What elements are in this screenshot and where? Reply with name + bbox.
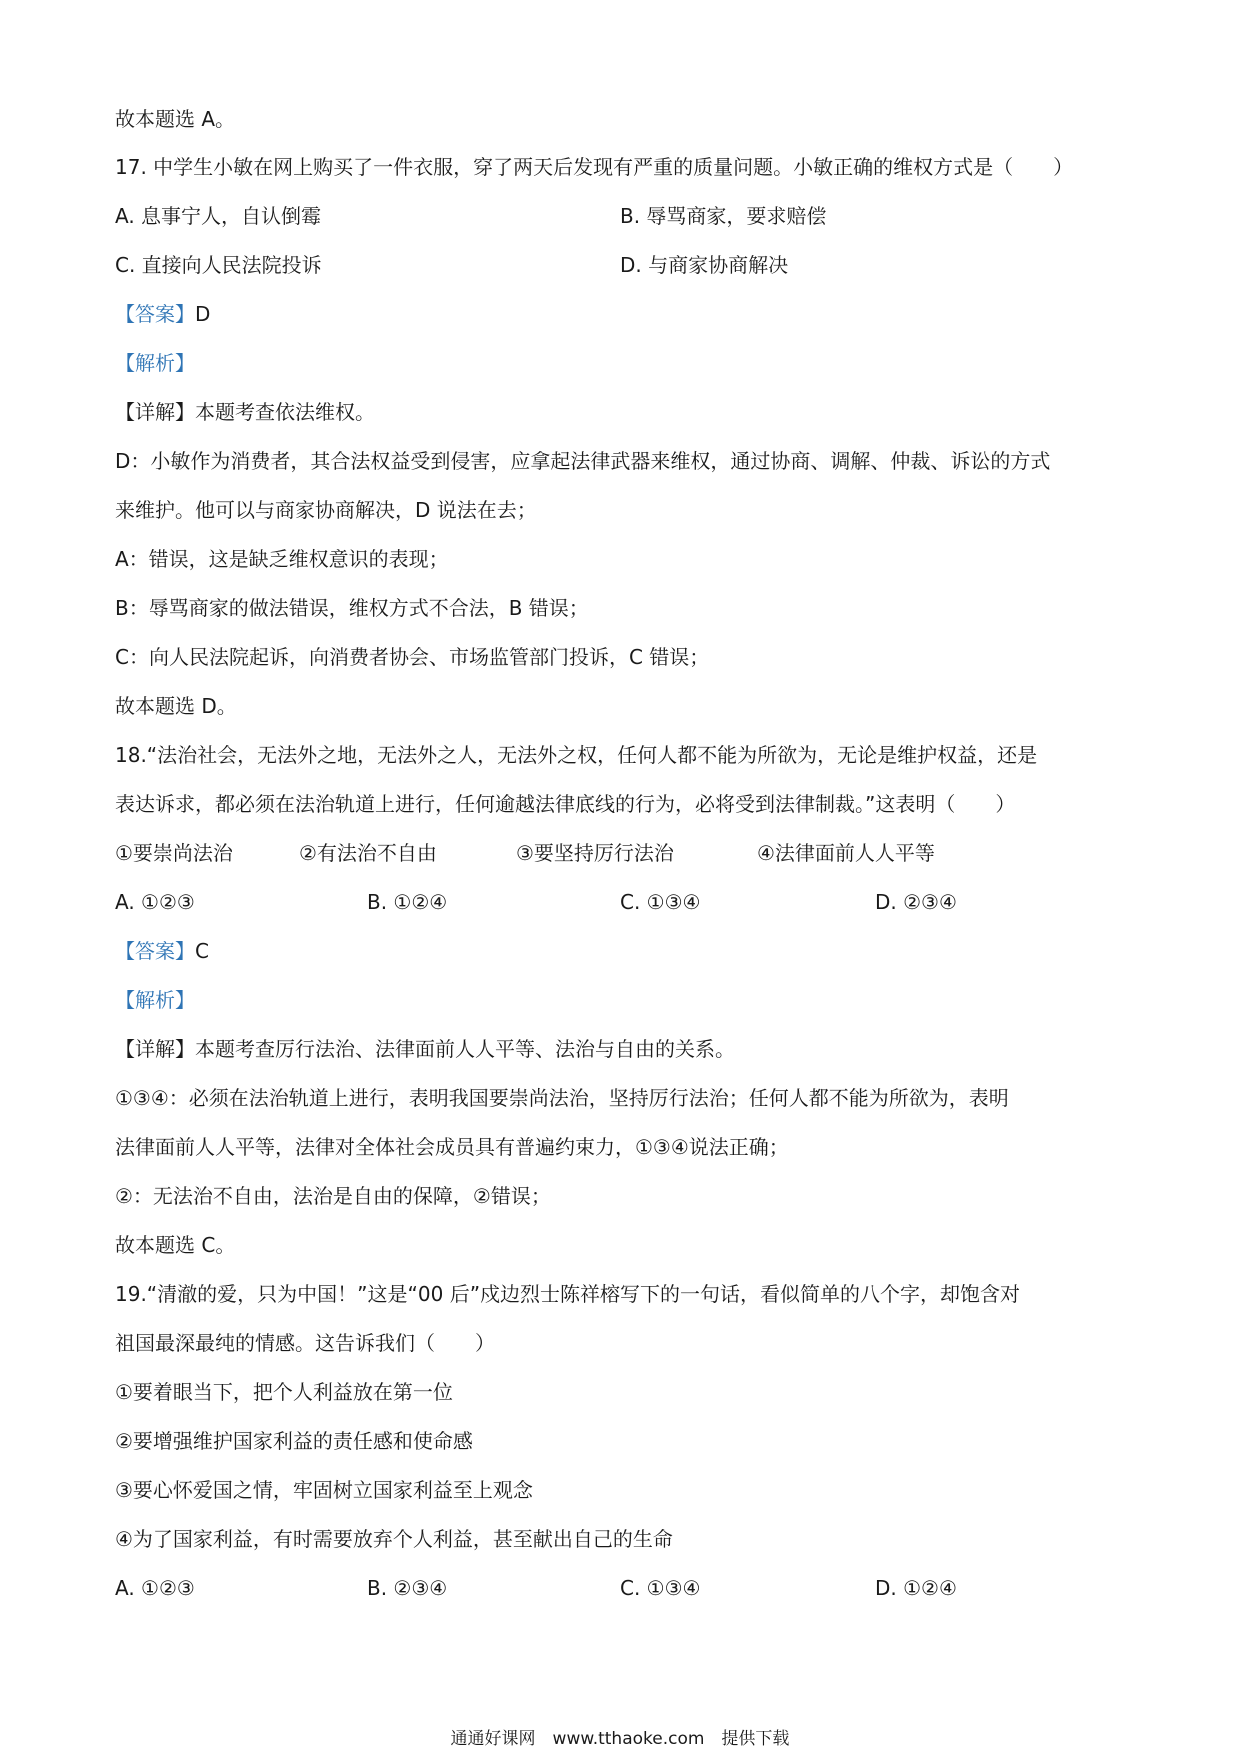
q19-stem-line-1: 19.“清澈的爱，只为中国！”这是“00 后”戍边烈士陈祥榕写下的一句话，看似简单的八个字，却饱含对 — [115, 1282, 1021, 1306]
q18-explain-line-3: ②：无法治不自由，法治是自由的保障，②错误； — [115, 1184, 551, 1208]
q17-answer-value: D — [195, 302, 211, 326]
q17-explain-line-4: B：辱骂商家的做法错误，维权方式不合法，B 错误； — [115, 596, 589, 620]
q19-option-d: D. ①②④ — [875, 1576, 957, 1600]
q18-stem-line-2: 表达诉求，都必须在法治轨道上进行，任何逾越法律底线的行为，必将受到法律制裁。”这表明（ ） — [115, 792, 1016, 816]
q17-explain-line-3: A：错误，这是缺乏维权意识的表现； — [115, 547, 449, 571]
q18-option-a: A. ①②③ — [115, 890, 195, 914]
q17-options-row-1 — [115, 202, 1135, 230]
q16-conclusion: 故本题选 A。 — [115, 107, 236, 131]
q17-analysis-label: 【解析】 — [115, 351, 195, 375]
q17-option-c: C. 直接向人民法院投诉 — [115, 253, 322, 277]
q18-explain-line-1: ①③④：必须在法治轨道上进行，表明我国要崇尚法治，坚持厉行法治；任何人都不能为所欲为，表明 — [115, 1086, 1009, 1110]
q17-stem: 17. 中学生小敏在网上购买了一件衣服，穿了两天后发现有严重的质量问题。小敏正确的维权方式是（ ） — [115, 155, 1074, 179]
q19-statement-1: ①要着眼当下，把个人利益放在第一位 — [115, 1380, 453, 1404]
q19-stem-line-2: 祖国最深最纯的情感。这告诉我们（ ） — [115, 1331, 495, 1355]
q17-option-d: D. 与商家协商解决 — [620, 253, 789, 277]
q19-options-row — [115, 1574, 1135, 1602]
q19-option-b: B. ②③④ — [367, 1576, 448, 1600]
q18-statement-3: ③要坚持厉行法治 — [516, 841, 674, 865]
q17-explain-line-2: 来维护。他可以与商家协商解决，D 说法在去； — [115, 498, 537, 522]
q18-statement-4: ④法律面前人人平等 — [757, 841, 935, 865]
q18-answer — [115, 937, 209, 965]
q18-answer-label: 【答案】 — [115, 939, 195, 963]
q17-options-row-2 — [115, 251, 1135, 279]
q17-answer-label: 【答案】 — [115, 302, 195, 326]
q18-explain-line-2: 法律面前人人平等，法律对全体社会成员具有普遍约束力，①③④说法正确； — [115, 1135, 789, 1159]
q19-statement-2: ②要增强维护国家利益的责任感和使命感 — [115, 1429, 473, 1453]
q17-option-a: A. 息事宁人，自认倒霉 — [115, 204, 322, 228]
q17-conclusion: 故本题选 D。 — [115, 694, 237, 718]
q18-statements-row — [115, 839, 1135, 867]
q18-options-row — [115, 888, 1135, 916]
q18-detail: 【详解】本题考查厉行法治、法律面前人人平等、法治与自由的关系。 — [115, 1037, 735, 1061]
q17-answer — [115, 300, 210, 328]
q19-statement-4: ④为了国家利益，有时需要放弃个人利益，甚至献出自己的生命 — [115, 1527, 673, 1551]
q18-statement-2: ②有法治不自由 — [299, 841, 437, 865]
q19-option-c: C. ①③④ — [620, 1576, 701, 1600]
q17-explain-line-5: C：向人民法院起诉，向消费者协会、市场监管部门投诉，C 错误； — [115, 645, 710, 669]
q19-option-a: A. ①②③ — [115, 1576, 195, 1600]
page-footer: 通通好课网 www.tthaoke.com 提供下载 — [450, 1729, 790, 1749]
q17-detail: 【详解】本题考查依法维权。 — [115, 400, 375, 424]
q18-conclusion: 故本题选 C。 — [115, 1233, 236, 1257]
q18-analysis-label: 【解析】 — [115, 988, 195, 1012]
q18-option-d: D. ②③④ — [875, 890, 957, 914]
q18-answer-value: C — [195, 939, 209, 963]
q17-option-b: B. 辱骂商家，要求赔偿 — [620, 204, 827, 228]
q19-statement-3: ③要心怀爱国之情，牢固树立国家利益至上观念 — [115, 1478, 533, 1502]
q18-statement-1: ①要崇尚法治 — [115, 841, 233, 865]
q18-option-c: C. ①③④ — [620, 890, 701, 914]
q18-option-b: B. ①②④ — [367, 890, 448, 914]
q18-stem-line-1: 18.“法治社会，无法外之地，无法外之人，无法外之权，任何人都不能为所欲为，无论是维护权益，还是 — [115, 743, 1038, 767]
q17-explain-line-1: D：小敏作为消费者，其合法权益受到侵害，应拿起法律武器来维权，通过协商、调解、仲裁、诉讼的方式 — [115, 449, 1051, 473]
